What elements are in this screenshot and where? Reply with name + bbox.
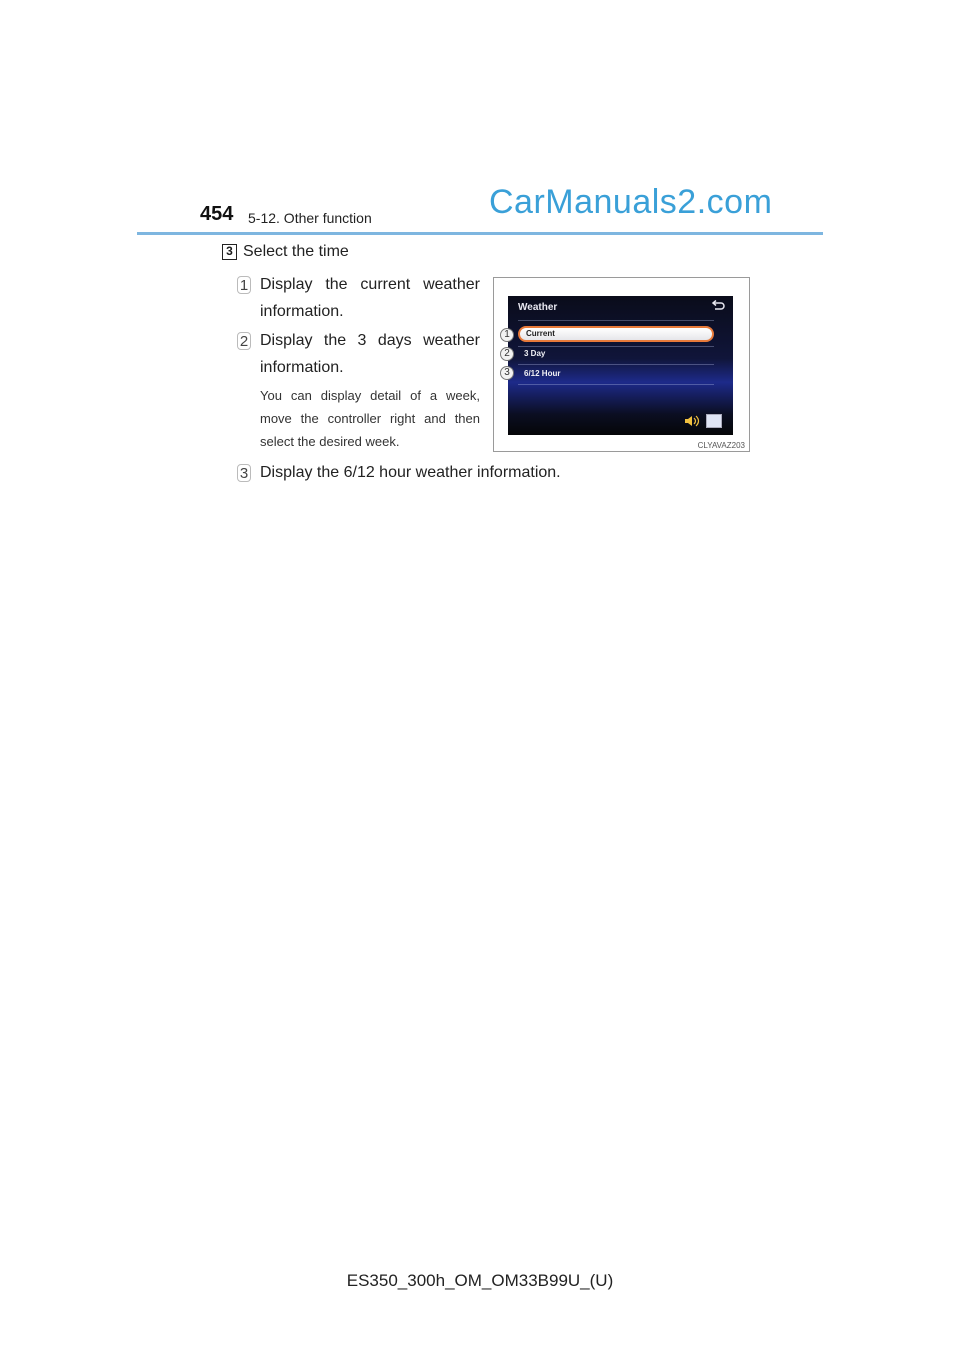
item-text-1: Display the current weather information. bbox=[260, 276, 480, 320]
display-title: Weather bbox=[518, 302, 558, 313]
callout-2: 2 bbox=[500, 347, 514, 361]
menu-item-current[interactable]: Current bbox=[518, 326, 714, 342]
footer-doc-code: ES350_300h_OM_OM33B99U_(U) bbox=[346, 1271, 614, 1290]
display-screen bbox=[508, 296, 733, 435]
return-arrow-icon[interactable] bbox=[711, 300, 725, 312]
callout-1: 1 bbox=[500, 328, 514, 342]
item-badge-3: 3 bbox=[237, 464, 251, 482]
divider-3 bbox=[518, 384, 714, 385]
header-rule bbox=[137, 232, 823, 235]
screenshot-figure bbox=[493, 277, 750, 452]
speaker-icon[interactable] bbox=[684, 414, 702, 428]
page-number: 454 bbox=[200, 203, 234, 225]
item-badge-1: 1 bbox=[237, 276, 251, 294]
section-title: 5-12. Other function bbox=[248, 210, 372, 226]
watermark-logo: CarManuals2.com bbox=[489, 183, 773, 221]
media-icon[interactable] bbox=[706, 414, 722, 428]
step-title: Select the time bbox=[243, 243, 349, 260]
note-text: You can display detail of a week, move the controller right and then select the desired week. bbox=[260, 388, 480, 449]
menu-item-3-day[interactable]: 3 Day bbox=[524, 349, 546, 358]
step-number-box: 3 bbox=[222, 244, 237, 260]
callout-3: 3 bbox=[500, 366, 514, 380]
divider-top bbox=[518, 320, 714, 321]
item-text-2: Display the 3 days weather information. bbox=[260, 332, 480, 376]
menu-item-6-12-hour[interactable]: 6/12 Hour bbox=[524, 369, 561, 378]
divider-2 bbox=[518, 364, 714, 365]
item-text-3: Display the 6/12 hour weather information. bbox=[260, 464, 561, 481]
item-badge-2: 2 bbox=[237, 332, 251, 350]
image-code: CLYAVAZ203 bbox=[697, 441, 745, 450]
